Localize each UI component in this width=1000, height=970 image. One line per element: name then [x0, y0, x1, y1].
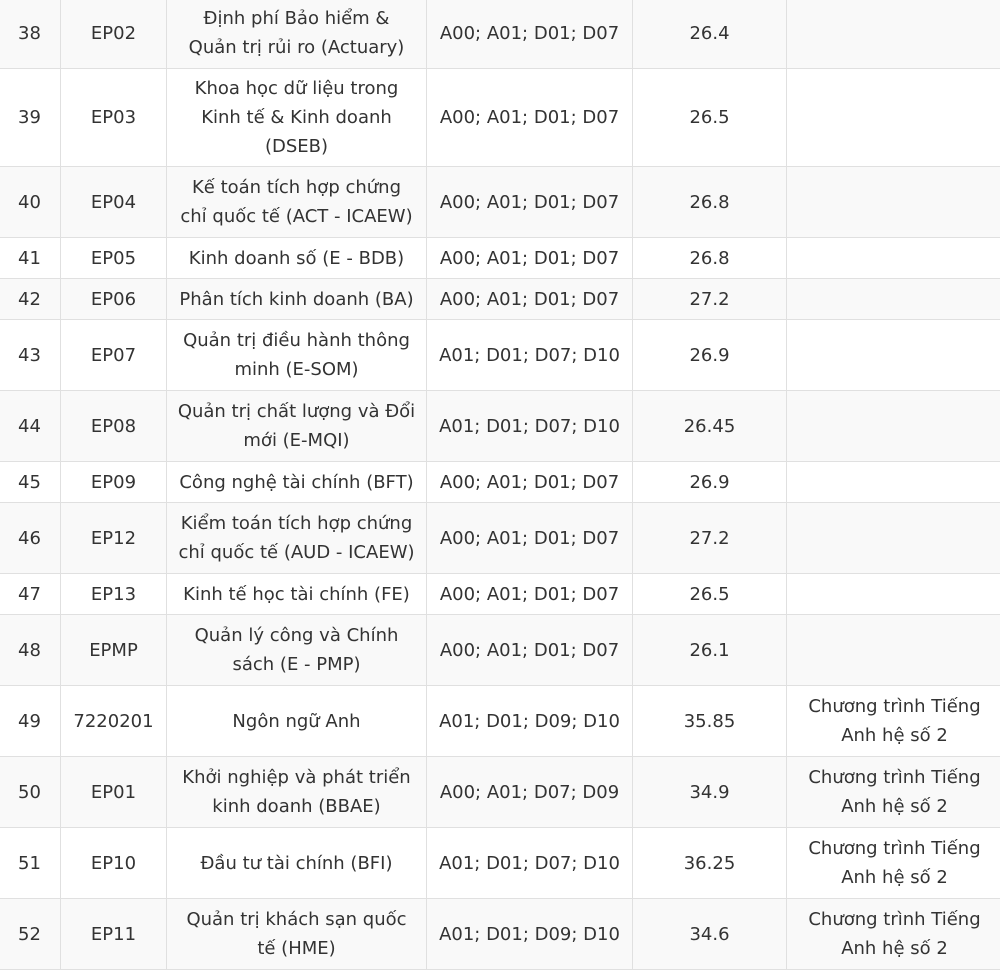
row-number-cell: 41 — [0, 238, 61, 279]
major-name-cell: Kế toán tích hợp chứng chỉ quốc tế (ACT - ICAEW) — [167, 167, 427, 238]
major-code-cell: EP13 — [61, 574, 167, 615]
major-code-cell: EP04 — [61, 167, 167, 238]
cutoff-score-cell: 26.9 — [633, 462, 787, 503]
note-cell — [787, 615, 1000, 686]
major-name-cell: Công nghệ tài chính (BFT) — [167, 462, 427, 503]
subject-combination-cell: A00; A01; D01; D07 — [427, 238, 633, 279]
major-name-cell: Kinh tế học tài chính (FE) — [167, 574, 427, 615]
major-name-cell: Ngôn ngữ Anh — [167, 686, 427, 757]
row-number-cell: 48 — [0, 615, 61, 686]
row-number-cell: 51 — [0, 828, 61, 899]
cutoff-score-cell: 26.8 — [633, 167, 787, 238]
major-code-cell: EP09 — [61, 462, 167, 503]
major-code-cell: EP02 — [61, 0, 167, 69]
table-row — [0, 462, 1000, 503]
major-code-cell: EP10 — [61, 828, 167, 899]
major-name-cell: Đầu tư tài chính (BFI) — [167, 828, 427, 899]
note-cell — [787, 238, 1000, 279]
table-row — [0, 574, 1000, 615]
row-number-cell: 40 — [0, 167, 61, 238]
major-code-cell: EP01 — [61, 757, 167, 828]
row-number-cell: 44 — [0, 391, 61, 462]
row-number-cell: 47 — [0, 574, 61, 615]
table-row — [0, 167, 1000, 238]
note-cell — [787, 462, 1000, 503]
table-row — [0, 238, 1000, 279]
major-name-cell: Quản trị khách sạn quốc tế (HME) — [167, 899, 427, 970]
major-name-cell: Quản lý công và Chính sách (E - PMP) — [167, 615, 427, 686]
table-row — [0, 503, 1000, 574]
row-number-cell: 38 — [0, 0, 61, 69]
subject-combination-cell: A01; D01; D09; D10 — [427, 899, 633, 970]
major-name-cell: Kiểm toán tích hợp chứng chỉ quốc tế (AUD - ICAEW) — [167, 503, 427, 574]
cutoff-score-cell: 27.2 — [633, 503, 787, 574]
row-number-cell: 50 — [0, 757, 61, 828]
major-code-cell: EP05 — [61, 238, 167, 279]
subject-combination-cell: A00; A01; D01; D07 — [427, 615, 633, 686]
table-row — [0, 828, 1000, 899]
subject-combination-cell: A00; A01; D01; D07 — [427, 503, 633, 574]
table-row — [0, 615, 1000, 686]
note-cell: Chương trình Tiếng Anh hệ số 2 — [787, 899, 1000, 970]
note-cell — [787, 391, 1000, 462]
subject-combination-cell: A01; D01; D07; D10 — [427, 320, 633, 391]
subject-combination-cell: A00; A01; D01; D07 — [427, 167, 633, 238]
cutoff-score-cell: 26.45 — [633, 391, 787, 462]
major-code-cell: 7220201 — [61, 686, 167, 757]
cutoff-score-cell: 26.9 — [633, 320, 787, 391]
major-name-cell: Khoa học dữ liệu trong Kinh tế & Kinh doanh (DSEB) — [167, 69, 427, 167]
major-name-cell: Định phí Bảo hiểm & Quản trị rủi ro (Actuary) — [167, 0, 427, 69]
subject-combination-cell: A01; D01; D07; D10 — [427, 391, 633, 462]
subject-combination-cell: A00; A01; D01; D07 — [427, 462, 633, 503]
subject-combination-cell: A00; A01; D01; D07 — [427, 279, 633, 320]
major-code-cell: EP07 — [61, 320, 167, 391]
cutoff-score-cell: 34.9 — [633, 757, 787, 828]
cutoff-score-cell: 36.25 — [633, 828, 787, 899]
cutoff-score-cell: 27.2 — [633, 279, 787, 320]
cutoff-score-cell: 26.1 — [633, 615, 787, 686]
major-code-cell: EP12 — [61, 503, 167, 574]
row-number-cell: 52 — [0, 899, 61, 970]
major-code-cell: EP06 — [61, 279, 167, 320]
row-number-cell: 39 — [0, 69, 61, 167]
subject-combination-cell: A01; D01; D07; D10 — [427, 828, 633, 899]
table-row — [0, 899, 1000, 970]
cutoff-score-cell: 26.4 — [633, 0, 787, 69]
table-row — [0, 391, 1000, 462]
subject-combination-cell: A01; D01; D09; D10 — [427, 686, 633, 757]
cutoff-score-cell: 34.6 — [633, 899, 787, 970]
major-code-cell: EP11 — [61, 899, 167, 970]
row-number-cell: 43 — [0, 320, 61, 391]
note-cell: Chương trình Tiếng Anh hệ số 2 — [787, 757, 1000, 828]
major-name-cell: Quản trị điều hành thông minh (E-SOM) — [167, 320, 427, 391]
table-row — [0, 69, 1000, 167]
note-cell: Chương trình Tiếng Anh hệ số 2 — [787, 686, 1000, 757]
cutoff-score-cell: 26.5 — [633, 574, 787, 615]
cutoff-score-cell: 35.85 — [633, 686, 787, 757]
table-row — [0, 320, 1000, 391]
cutoff-score-cell: 26.5 — [633, 69, 787, 167]
row-number-cell: 42 — [0, 279, 61, 320]
subject-combination-cell: A00; A01; D07; D09 — [427, 757, 633, 828]
cutoff-score-cell: 26.8 — [633, 238, 787, 279]
table-row — [0, 757, 1000, 828]
major-name-cell: Khởi nghiệp và phát triển kinh doanh (BBAE) — [167, 757, 427, 828]
subject-combination-cell: A00; A01; D01; D07 — [427, 574, 633, 615]
major-code-cell: EPMP — [61, 615, 167, 686]
note-cell — [787, 574, 1000, 615]
note-cell — [787, 279, 1000, 320]
row-number-cell: 45 — [0, 462, 61, 503]
row-number-cell: 46 — [0, 503, 61, 574]
major-name-cell: Phân tích kinh doanh (BA) — [167, 279, 427, 320]
major-code-cell: EP08 — [61, 391, 167, 462]
note-cell — [787, 69, 1000, 167]
note-cell — [787, 0, 1000, 69]
major-name-cell: Kinh doanh số (E - BDB) — [167, 238, 427, 279]
row-number-cell: 49 — [0, 686, 61, 757]
subject-combination-cell: A00; A01; D01; D07 — [427, 69, 633, 167]
note-cell — [787, 167, 1000, 238]
major-name-cell: Quản trị chất lượng và Đổi mới (E-MQI) — [167, 391, 427, 462]
note-cell — [787, 503, 1000, 574]
table-row — [0, 686, 1000, 757]
major-code-cell: EP03 — [61, 69, 167, 167]
note-cell — [787, 320, 1000, 391]
table-row — [0, 0, 1000, 69]
note-cell: Chương trình Tiếng Anh hệ số 2 — [787, 828, 1000, 899]
subject-combination-cell: A00; A01; D01; D07 — [427, 0, 633, 69]
table-row — [0, 279, 1000, 320]
